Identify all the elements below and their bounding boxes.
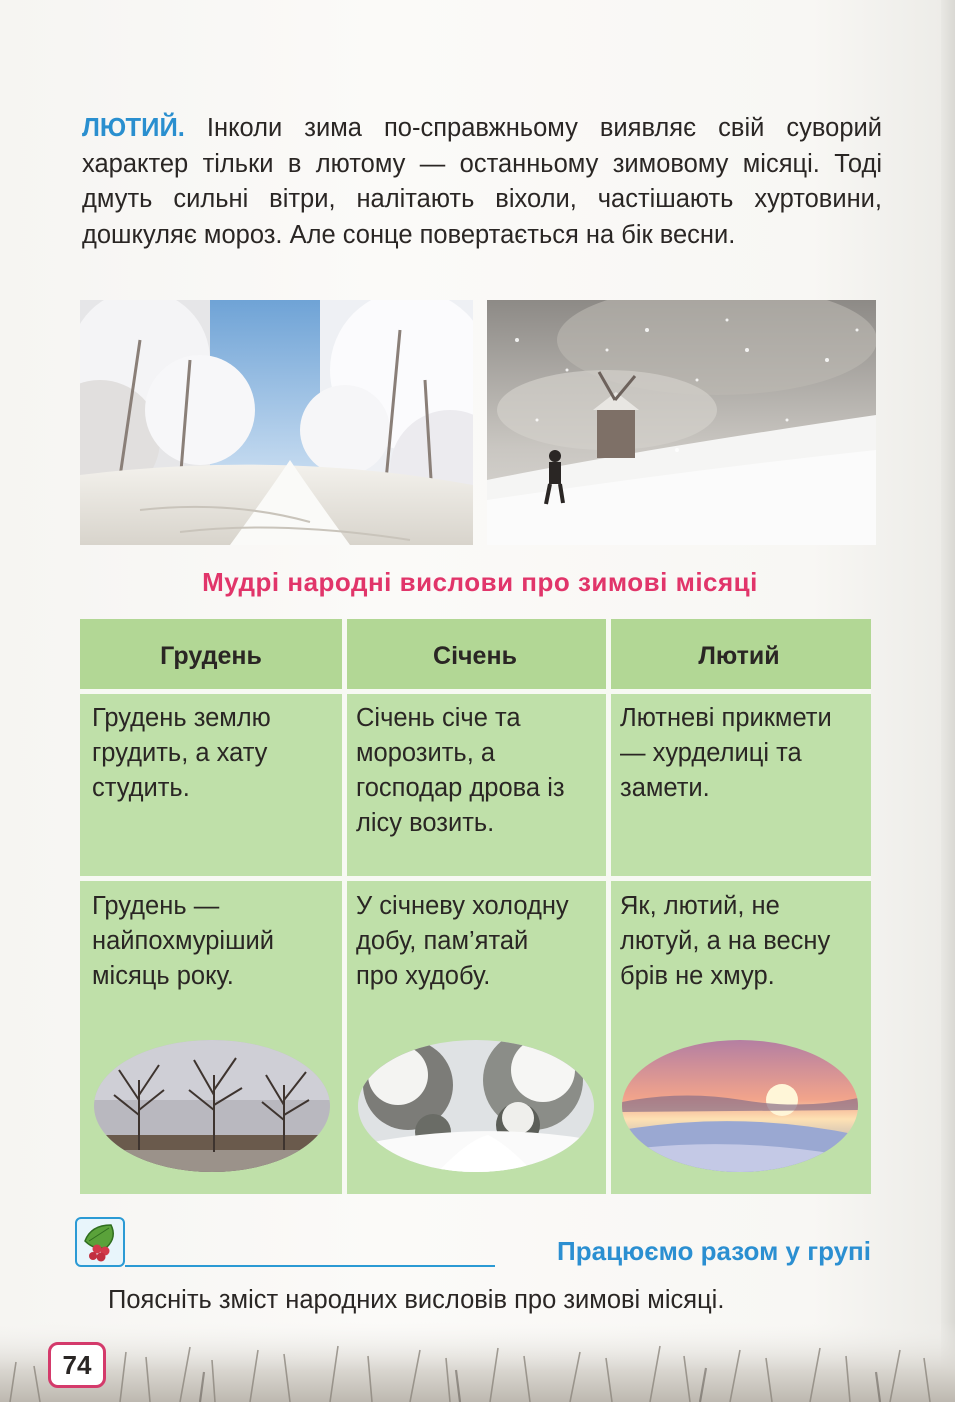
bare-trees-oval-photo xyxy=(94,1040,330,1172)
intro-paragraph xyxy=(82,111,882,253)
row-divider xyxy=(80,689,871,694)
saying-february-1: Лютневі прикмети — хурделиці та замети. xyxy=(620,704,832,802)
saying-january-1: Січень січе та морозить, а господар дрова із лісу возить. xyxy=(356,704,565,837)
column-divider xyxy=(342,619,347,1194)
frosty-grass-decoration xyxy=(0,1322,955,1402)
saying-december-1: Грудень землю грудить, а хату студить. xyxy=(92,704,271,802)
page-number: 74 xyxy=(48,1342,106,1388)
row-divider xyxy=(80,876,871,881)
group-work-title: Працюємо разом у групі xyxy=(557,1236,871,1266)
snowy-trees-photo xyxy=(80,300,473,545)
intro-text: Інколи зима по-справжньому виявляє свій суворий характер тільки в лютому — останньому зимовому місяці. Тоді дмуть сильні вітри, налітають віхоли, частішають хуртовини, дошкуляє мороз. Але сонце повертається на бік весни. xyxy=(82,114,882,249)
snowy-park-oval-photo xyxy=(358,1040,594,1172)
saying-february-2: Як, лютий, не лютуй, а на весну брів не хмур. xyxy=(620,892,831,990)
header-december: Грудень xyxy=(160,642,262,670)
sayings-section-title: Мудрі народні вислови про зимові місяці xyxy=(202,567,758,597)
page-edge-shadow xyxy=(941,0,955,1402)
sunset-snow-oval-photo xyxy=(622,1040,858,1172)
month-label: ЛЮТИЙ. xyxy=(82,114,185,142)
column-divider xyxy=(606,619,611,1194)
snowstorm-windmill-photo xyxy=(487,300,876,545)
header-february: Лютий xyxy=(698,642,780,670)
group-work-task: Поясніть зміст народних висловів про зимові місяці. xyxy=(108,1286,725,1314)
saying-december-2: Грудень — найпохмуріший місяць року. xyxy=(92,892,275,990)
header-january: Січень xyxy=(433,642,517,670)
saying-january-2: У січневу холодну добу, пам’ятай про худобу. xyxy=(356,892,569,990)
group-work-underline xyxy=(125,1265,495,1267)
grapes-leaf-icon xyxy=(75,1217,125,1267)
